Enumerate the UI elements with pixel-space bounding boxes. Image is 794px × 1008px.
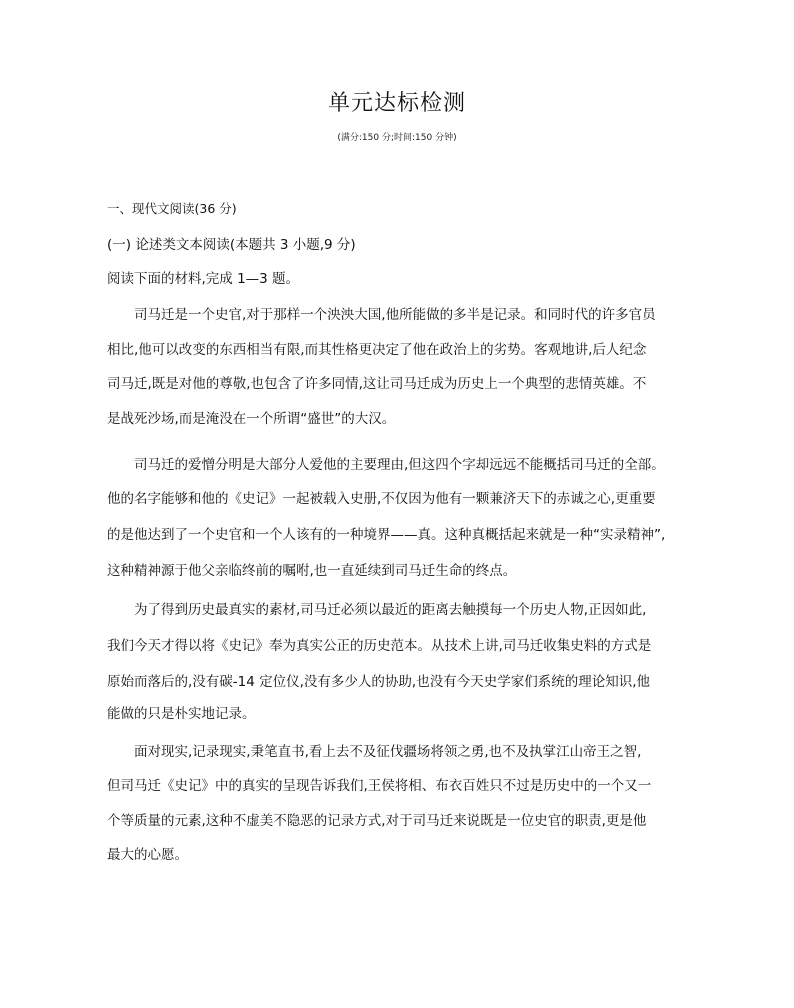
instruction-text: 阅读下面的材料,完成 1—3 题。 — [107, 271, 300, 287]
paragraph-line: 最大的心愿。 — [107, 847, 188, 863]
paragraph-line: 是战死沙场,而是淹没在一个所谓“盛世”的大汉。 — [107, 411, 396, 427]
paragraph-line: 这种精神源于他父亲临终前的嘱咐,也一直延续到司马迁生命的终点。 — [107, 563, 517, 579]
paragraph-line: 相比,他可以改变的东西相当有限,而其性格更决定了他在政治上的劣势。客观地讲,后人纪念 — [107, 342, 647, 358]
paragraph-line: 的是他达到了一个史官和一个人该有的一种境界——真。这种真概括起来就是一种“实录精神”, — [107, 527, 666, 543]
paragraph-line: 司马迁是一个史官,对于那样一个泱泱大国,他所能做的多半是记录。和同时代的许多官员 — [134, 307, 656, 323]
paragraph-line: 个等质量的元素,这种不虚美不隐恶的记录方式,对于司马迁来说既是一位史官的职责,更是他 — [107, 813, 647, 829]
document-title: 单元达标检测 — [327, 91, 466, 116]
document-subtitle: (满分:150 分;时间:150 分钟) — [337, 133, 457, 143]
paragraph-line: 能做的只是朴实地记录。 — [107, 706, 256, 722]
paragraph-line: 原始而落后的,没有碳-14 定位仪,没有多少人的协助,也没有今天史学家们系统的理论知识,他 — [107, 674, 651, 690]
paragraph-line: 为了得到历史最真实的素材,司马迁必须以最近的距离去触摸每一个历史人物,正因如此, — [134, 602, 647, 618]
sub-heading: (一) 论述类文本阅读(本题共 3 小题,9 分) — [107, 237, 356, 253]
paragraph-line: 面对现实,记录现实,秉笔直书,看上去不及征伐疆场将领之勇,也不及执掌江山帝王之智, — [134, 744, 642, 760]
paragraph-line: 司马迁,既是对他的尊敬,也包含了许多同情,这让司马迁成为历史上一个典型的悲情英雄。不 — [107, 376, 647, 392]
paragraph-line: 我们今天才得以将《史记》奉为真实公正的历史范本。从技术上讲,司马迁收集史料的方式是 — [107, 638, 652, 654]
paragraph-line: 他的名字能够和他的《史记》一起被载入史册,不仅因为他有一颗兼济天下的赤诚之心,更重要 — [107, 491, 656, 507]
section-heading: 一、现代文阅读(36 分) — [107, 201, 237, 216]
paragraph-line: 司马迁的爱憎分明是大部分人爱他的主要理由,但这四个字却远远不能概括司马迁的全部。 — [134, 457, 665, 473]
paragraph-line: 但司马迁《史记》中的真实的呈现告诉我们,王侯将相、布衣百姓只不过是历史中的一个又一 — [107, 778, 652, 794]
